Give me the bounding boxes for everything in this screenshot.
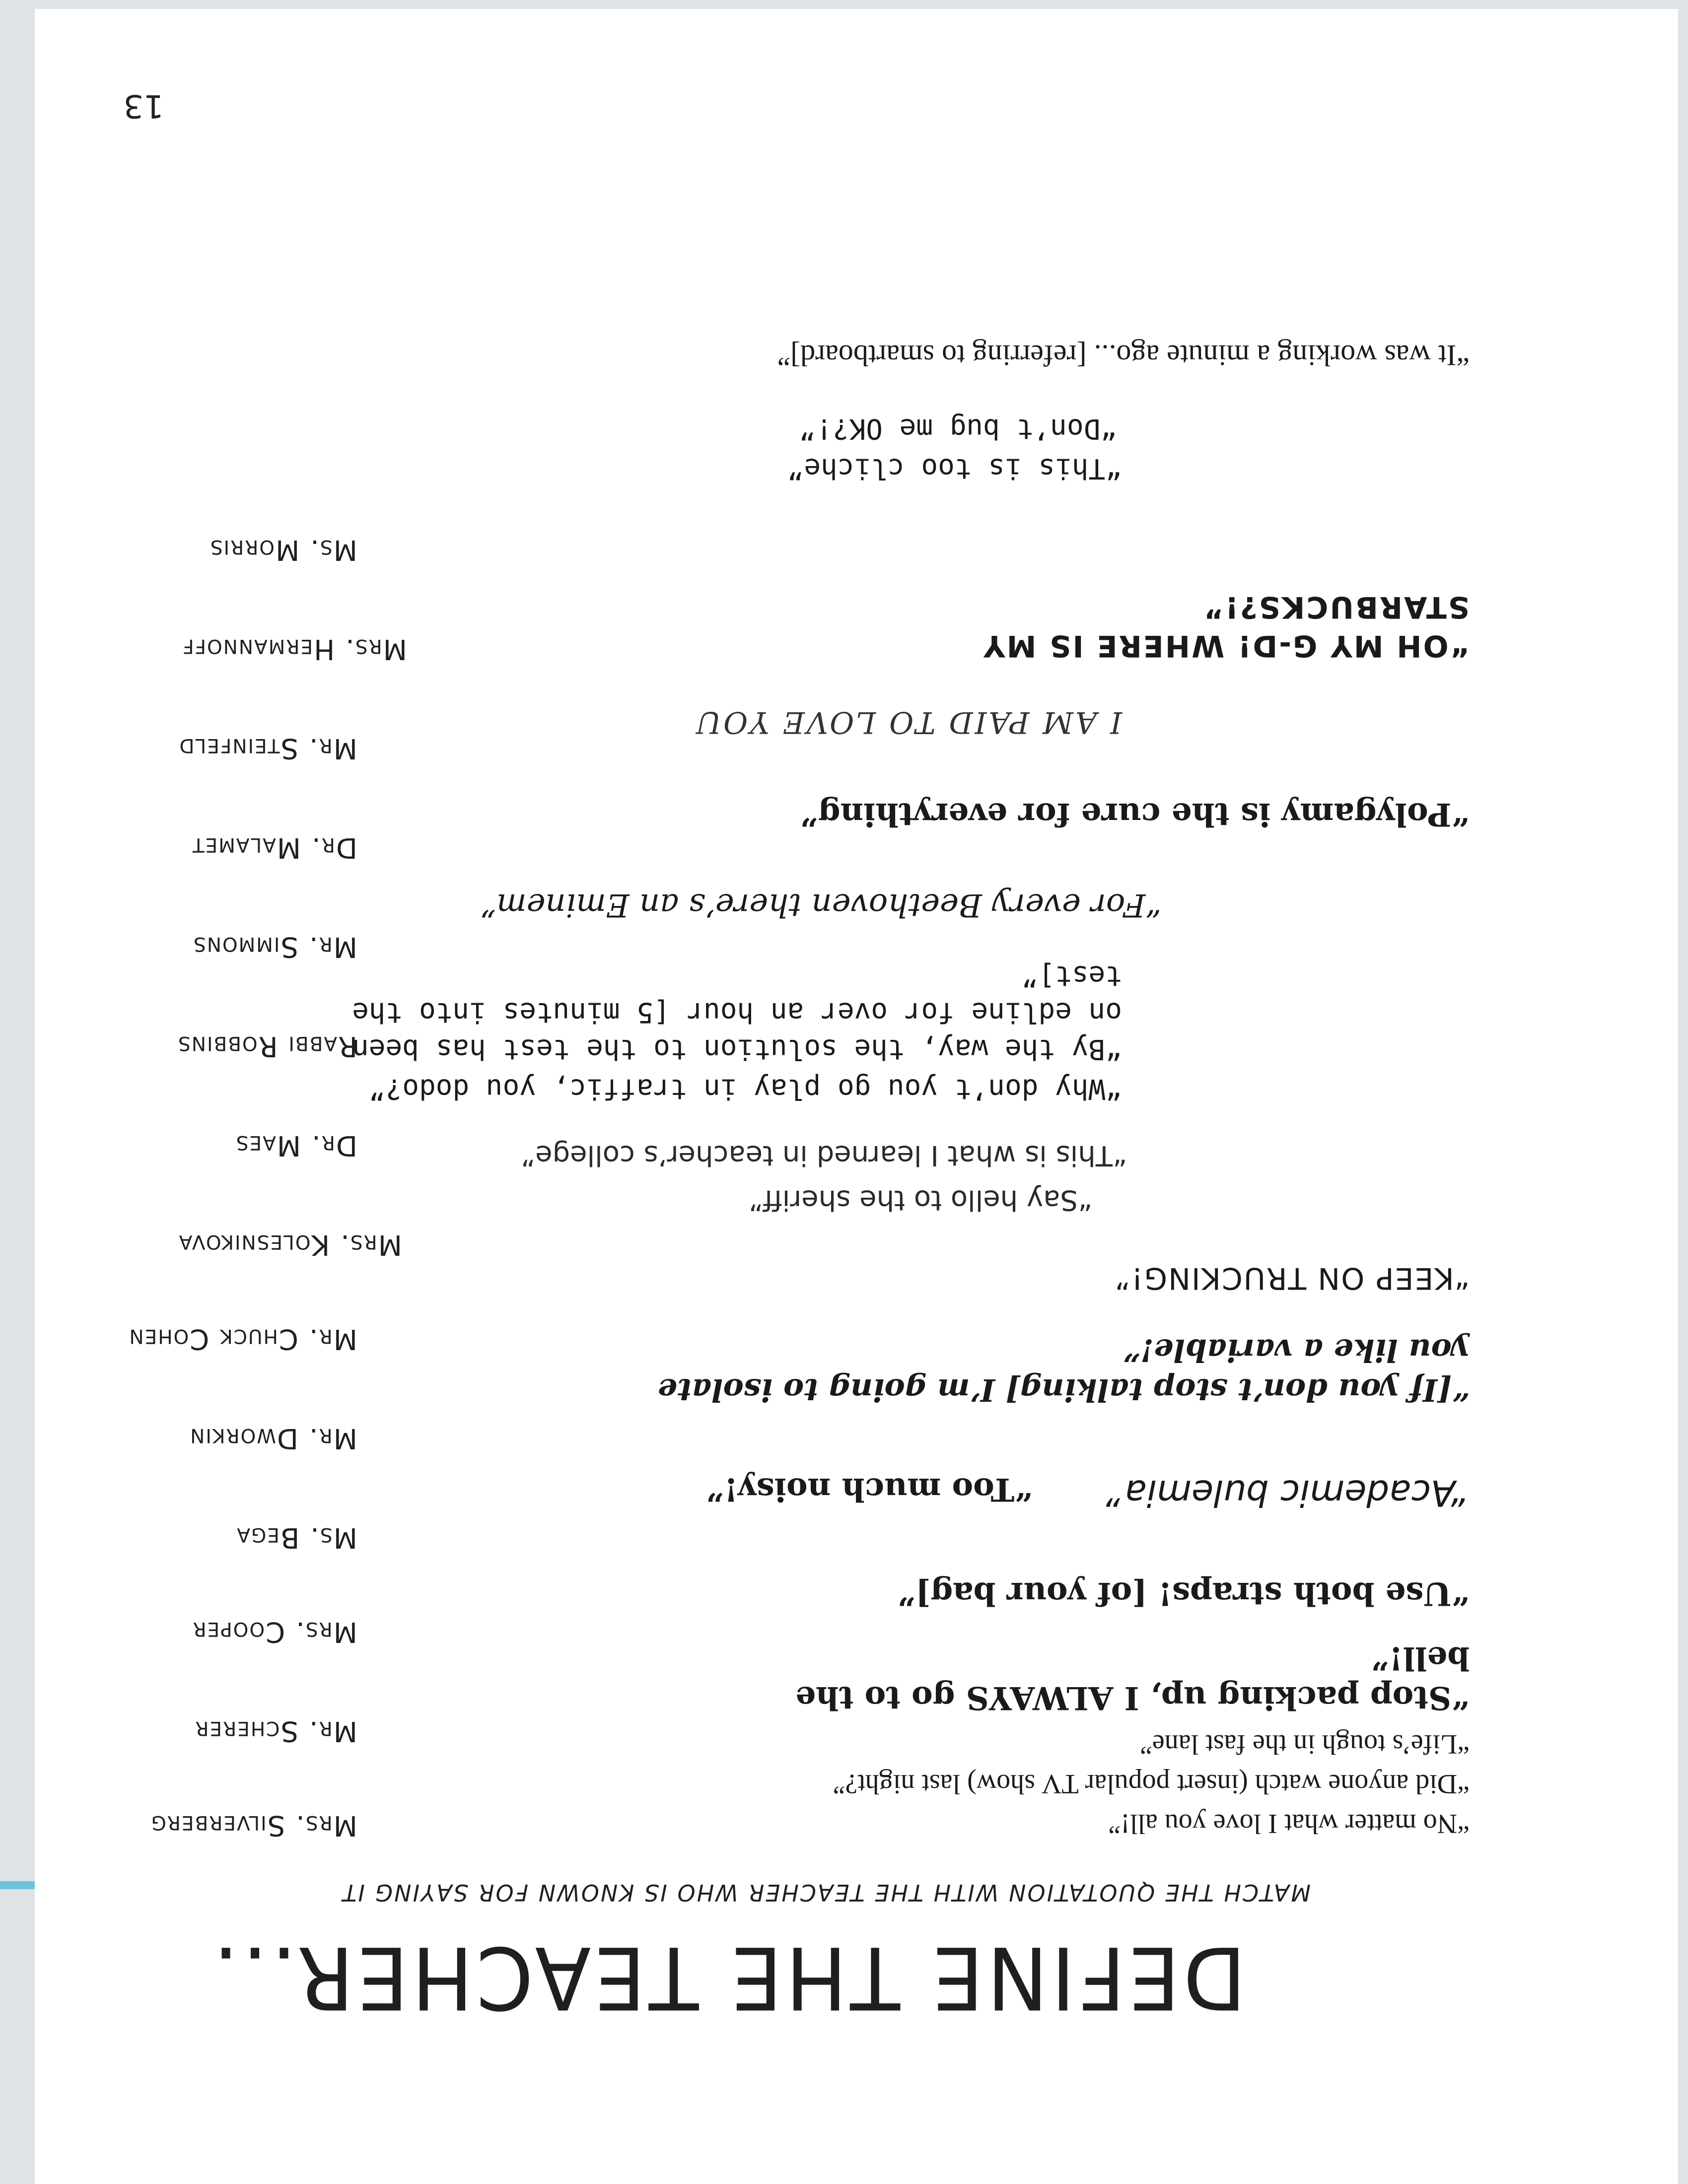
teacher-12: Mr. Steinfeld xyxy=(178,732,357,764)
yearbook-page xyxy=(35,9,1678,2184)
teacher-8: Dr. Maes xyxy=(235,1129,357,1161)
quote-8: “[If you don’t stop talking] I’m going to isolate you like a variable!” xyxy=(657,1332,1470,1408)
teacher-6: Mr. Chuck Cohen xyxy=(128,1323,357,1355)
teacher-7: Mrs. Kolesnikova xyxy=(178,1228,402,1261)
page-subtitle: MATCH THE QUOTATION WITH THE TEACHER WHO IS KNOWN FOR SAYING IT xyxy=(341,1879,1311,1906)
scan-edge-mark xyxy=(0,1881,35,1889)
quote-7: “Too much noisy!” xyxy=(705,1471,1033,1508)
teacher-1: Mrs. Silverberg xyxy=(150,1809,357,1842)
quote-16-handwritten: I AM PAID TO LOVE YOU xyxy=(694,705,1122,740)
quote-1: “No matter what I love you all!” xyxy=(1108,1808,1470,1839)
teacher-10: Mr. Simmons xyxy=(193,931,357,963)
page-title: DEFINE THE TEACHER... xyxy=(210,1927,1246,2028)
quote-18: “This is too cliche” xyxy=(787,452,1122,484)
quote-4: “Stop packing up, I ALWAYS go to the bell!” xyxy=(795,1639,1470,1716)
quote-11: “This is what I learned in teacher’s college” xyxy=(521,1139,1127,1171)
quote-15: “Polygamy is the cure for everything” xyxy=(800,796,1470,833)
quote-3: “Life’s tough in the fast lane” xyxy=(1140,1729,1470,1760)
quote-19: “Don’t bug me OK?!” xyxy=(799,412,1117,445)
quote-6: “Academic bulemia” xyxy=(1106,1472,1470,1514)
teacher-5: Mr. Dworkin xyxy=(189,1422,357,1454)
teacher-2: Mr. Scherer xyxy=(194,1715,357,1747)
teacher-3: Mrs. Cooper xyxy=(192,1616,357,1648)
quote-12: “Why don’t you go play in traffic, you dodo?” xyxy=(368,1073,1122,1105)
quote-17: “OH MY G-D! WHERE IS MY STARBUCKS?!” xyxy=(982,590,1470,663)
teacher-9: Rabbi Robbins xyxy=(177,1030,357,1062)
teacher-4: Ms. Bega xyxy=(236,1521,357,1554)
teacher-14: Ms. Morris xyxy=(209,534,357,566)
quote-10: “Say hello to the sheriff” xyxy=(749,1184,1092,1216)
quote-9: “KEEP ON TRUCKING!” xyxy=(1114,1261,1470,1296)
quote-20: “It was working a minute ago... [referring to smartboard]” xyxy=(777,339,1470,372)
quote-5: “Use both straps! [of your bag]” xyxy=(897,1575,1470,1612)
teacher-13: Mrs. Hermannoff xyxy=(182,633,407,665)
quote-2: “Did anyone watch (insert popular TV show) last night?” xyxy=(833,1769,1470,1799)
page-number: 13 xyxy=(123,87,164,124)
teacher-11: Dr. Malamet xyxy=(191,831,357,864)
quote-13: “By the way, the solution to the test has been on edline for over an hour [5 minutes into the test]” xyxy=(352,959,1122,1065)
quote-14: “For every Beethoven there’s an Eminem” xyxy=(480,887,1162,923)
